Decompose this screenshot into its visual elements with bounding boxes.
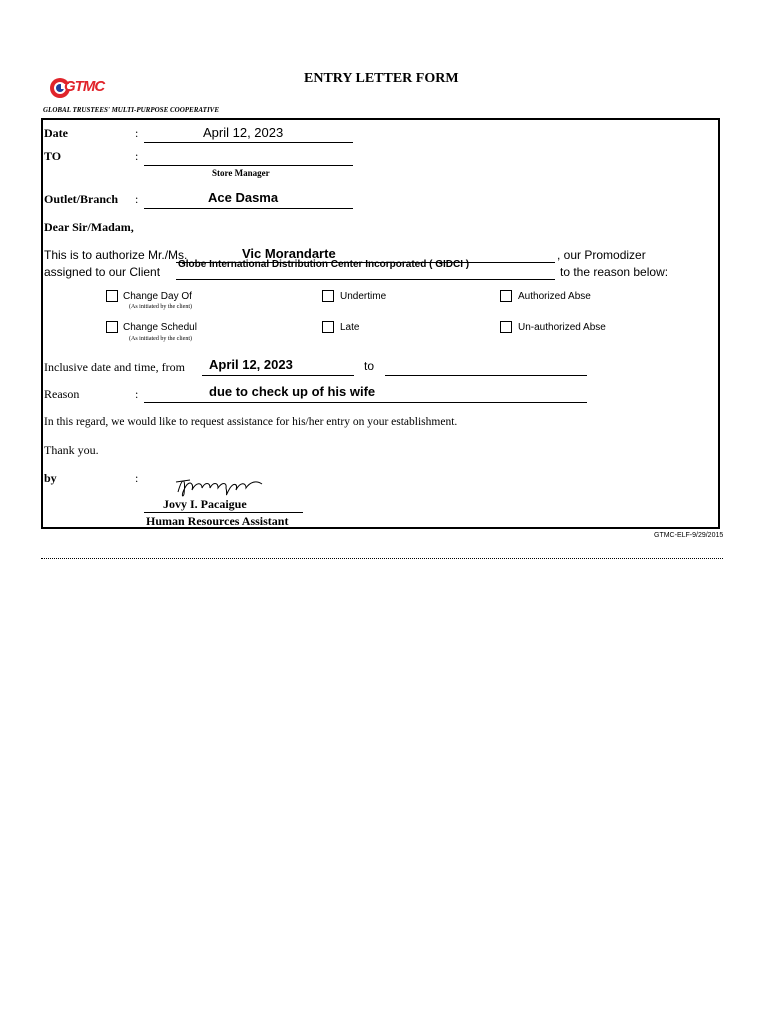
gtmc-logo <box>46 72 116 104</box>
undertime-label: Undertime <box>340 291 387 302</box>
signatory-name: Jovy I. Pacaigue <box>163 497 247 511</box>
to-caption: Store Manager <box>212 168 270 178</box>
authorized-absence-checkbox[interactable] <box>500 290 512 302</box>
page-title: ENTRY LETTER FORM <box>304 71 459 86</box>
authorized-absence-label: Authorized Abse <box>518 291 591 302</box>
by-colon: : <box>135 471 139 485</box>
inclusive-from-field[interactable]: April 12, 2023 <box>209 357 293 372</box>
by-label: by <box>44 471 57 485</box>
date-field[interactable]: April 12, 2023 <box>203 125 284 140</box>
form-code: GTMC-ELF-9/29/2015 <box>654 532 724 539</box>
reason-field[interactable]: due to check up of his wife <box>209 384 376 399</box>
undertime-checkbox[interactable] <box>322 290 334 302</box>
logo-text: GTMC <box>64 78 105 95</box>
inclusive-label: Inclusive date and time, from <box>44 360 185 374</box>
promodizer-suffix: , our Promodizer <box>557 248 646 262</box>
client-name-underline <box>176 279 555 280</box>
change-schedule-label: Change Schedul <box>123 322 197 333</box>
client-prefix: assigned to our Client <box>44 265 161 279</box>
to-underline <box>144 165 353 166</box>
request-text: In this regard, we would like to request assistance for his/her entry on your establishment. <box>44 416 458 428</box>
late-checkbox[interactable] <box>322 321 334 333</box>
reason-label: Reason <box>44 387 80 401</box>
date-underline <box>144 142 353 143</box>
reason-suffix: to the reason below: <box>560 265 669 279</box>
reason-underline <box>144 402 587 403</box>
inclusive-from-underline <box>202 375 354 376</box>
outlet-field[interactable]: Ace Dasma <box>208 190 279 205</box>
signature <box>172 470 272 500</box>
inclusive-to-underline <box>385 375 587 376</box>
to-word: to <box>364 359 375 373</box>
cut-line <box>41 558 723 559</box>
to-label: TO <box>44 149 62 163</box>
unauthorized-absence-checkbox[interactable] <box>500 321 512 333</box>
late-label: Late <box>340 322 360 333</box>
change-day-off-note: (As initiated by the client) <box>129 304 192 310</box>
change-schedule-checkbox[interactable] <box>106 321 118 333</box>
authorize-prefix: This is to authorize Mr./Ms. <box>44 248 188 262</box>
signatory-title: Human Resources Assistant <box>146 514 289 528</box>
change-day-off-checkbox[interactable] <box>106 290 118 302</box>
reason-colon: : <box>135 387 139 401</box>
client-name-field[interactable]: Globe International Distribution Center Incorporated ( GIDCI ) <box>178 259 470 270</box>
greeting: Dear Sir/Madam, <box>44 220 134 234</box>
outlet-colon: : <box>135 192 139 206</box>
employee-name-field[interactable]: Vic Morandarte <box>242 246 336 261</box>
outlet-label: Outlet/Branch <box>44 192 118 206</box>
thanks-text: Thank you. <box>44 443 99 457</box>
date-label: Date <box>44 126 68 140</box>
signature-underline <box>144 512 303 513</box>
unauthorized-absence-label: Un-authorized Abse <box>518 322 606 333</box>
to-colon: : <box>135 149 139 163</box>
change-schedule-note: (As initiated by the client) <box>129 336 192 342</box>
date-colon: : <box>135 126 139 140</box>
change-day-off-label: Change Day Of <box>123 291 192 302</box>
org-name: GLOBAL TRUSTEES' MULTI-PURPOSE COOPERATIVE <box>43 106 220 114</box>
outlet-underline <box>144 208 353 209</box>
